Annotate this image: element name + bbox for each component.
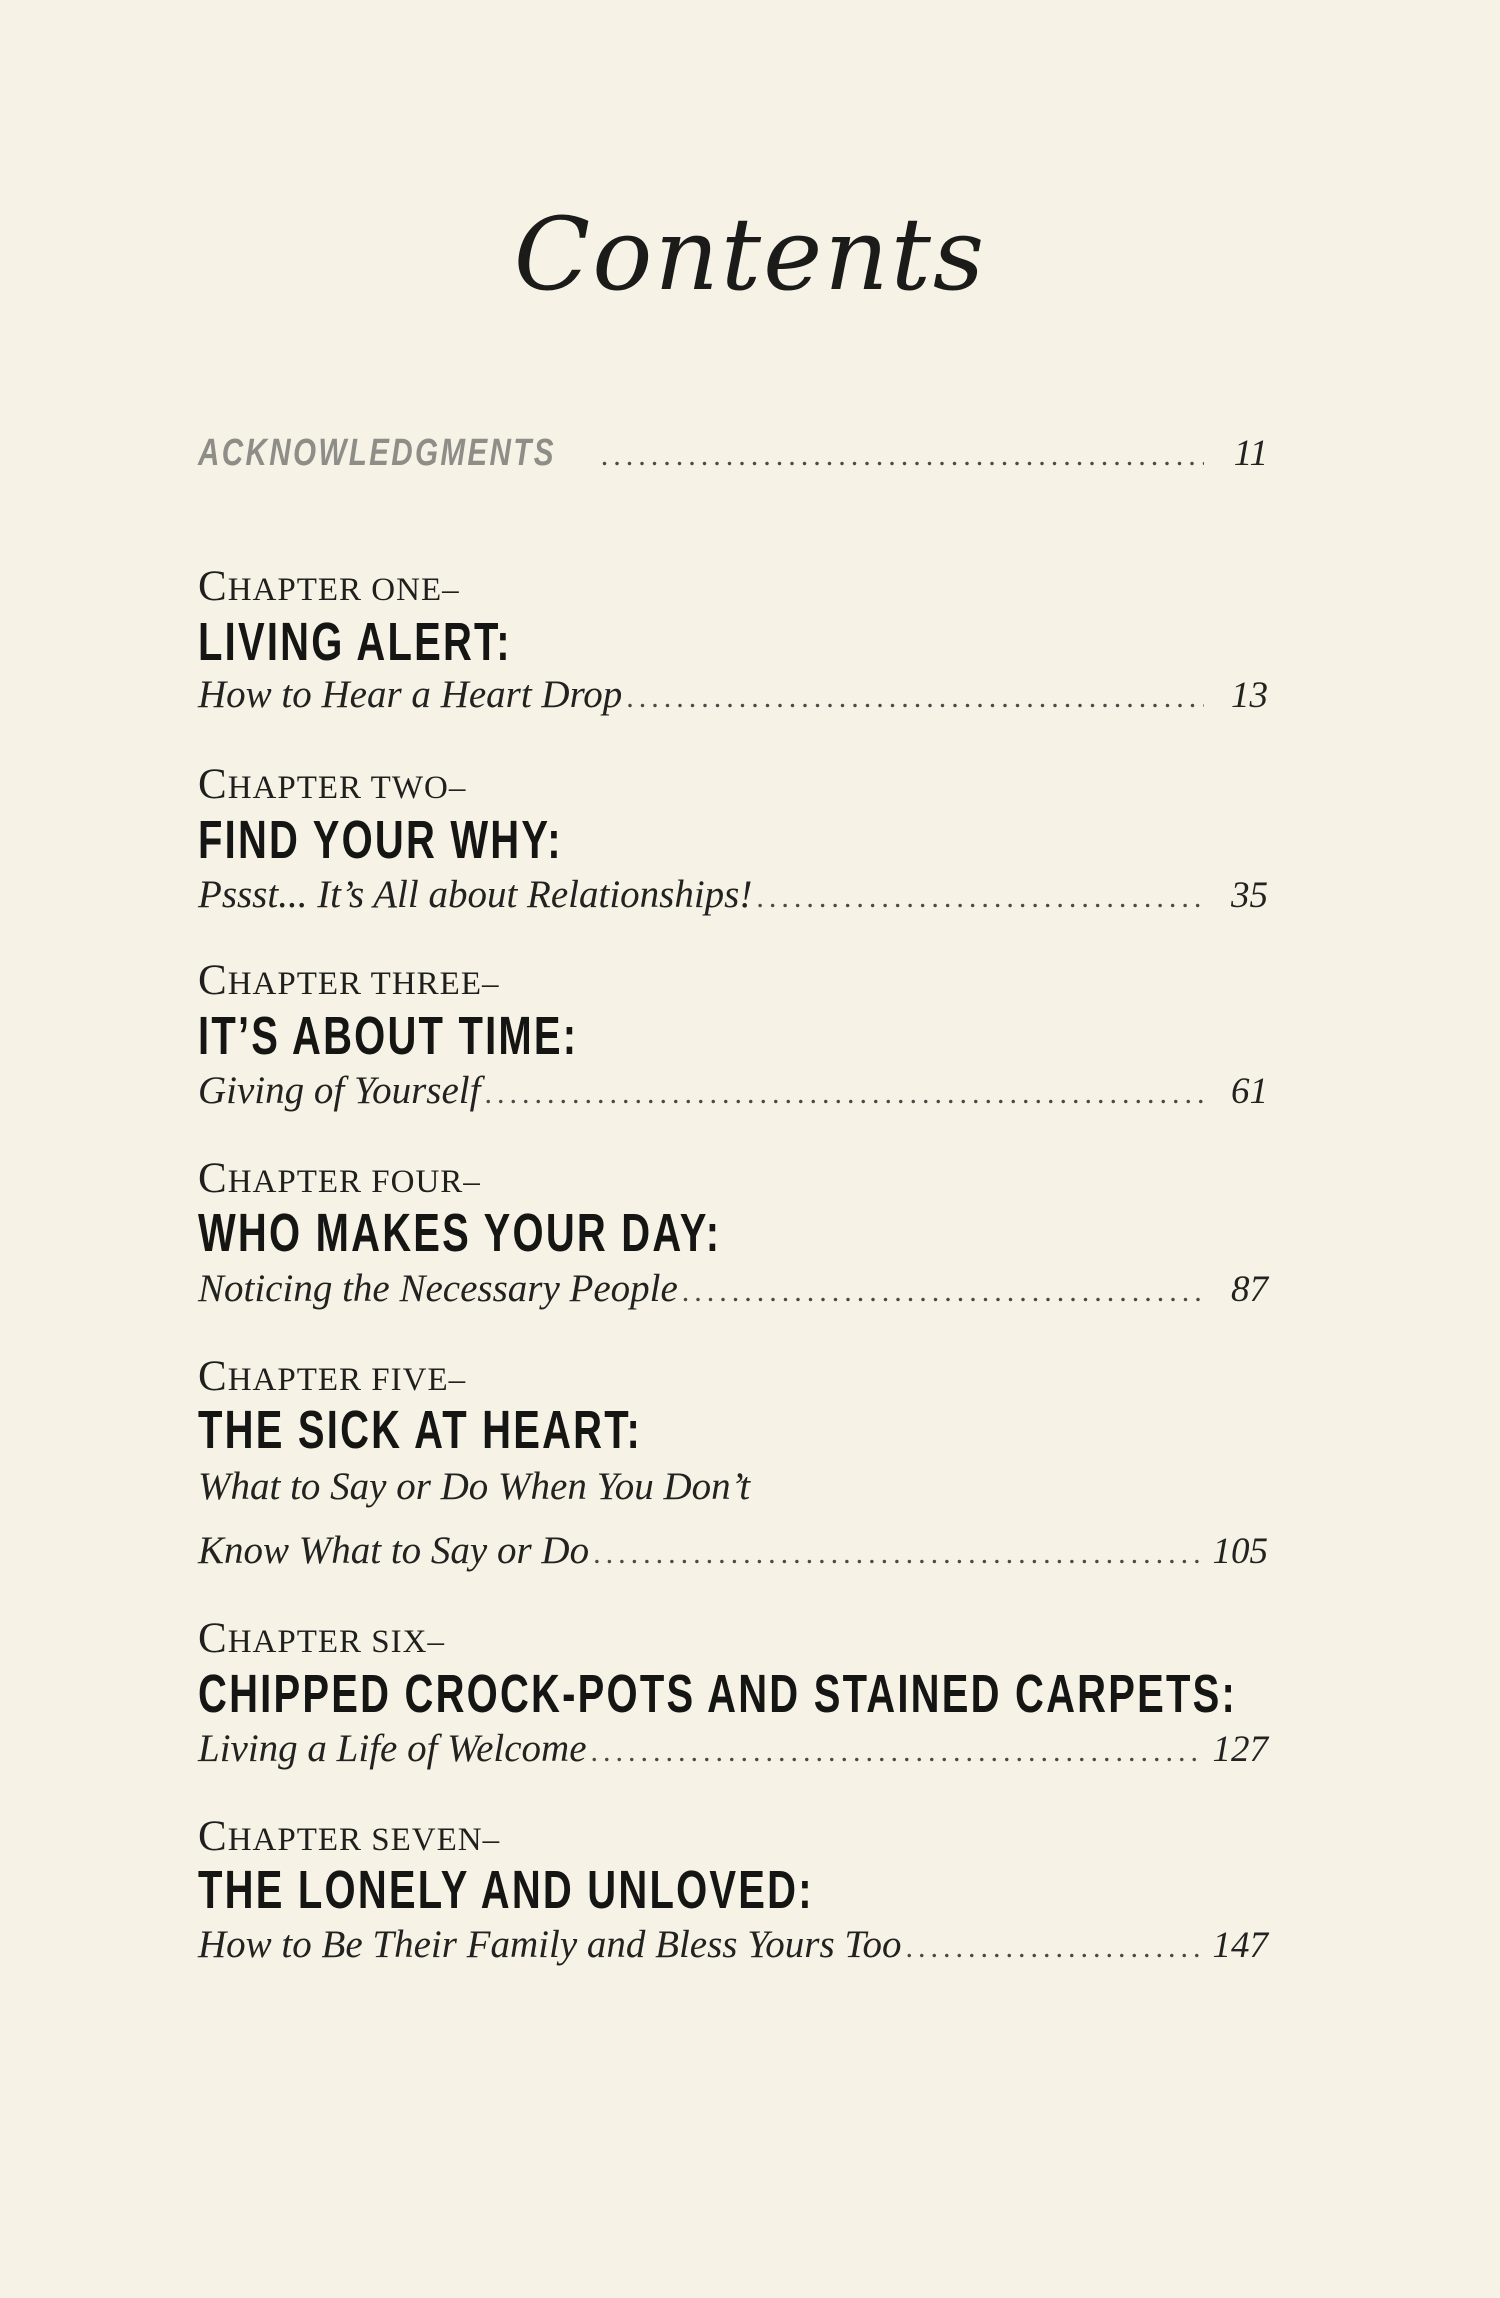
chapter-heading: IT’S ABOUT TIME: xyxy=(198,1006,579,1066)
dot-leader xyxy=(756,881,1204,915)
chapter-label: CHAPTER ONE– xyxy=(198,563,460,610)
chapter-heading: WHO MAKES YOUR DAY: xyxy=(198,1203,722,1263)
chapter-subtitle: Noticing the Necessary People xyxy=(198,1267,678,1310)
chapter-subtitle: Pssst... It’s All about Relationships! xyxy=(198,873,753,916)
toc-entry[interactable] xyxy=(198,1922,1268,1967)
chapter-subtitle: How to Be Their Family and Bless Yours Too xyxy=(198,1923,902,1966)
chapter-label: CHAPTER SEVEN– xyxy=(198,1813,501,1860)
chapter-heading: THE LONELY AND UNLOVED: xyxy=(198,1860,814,1920)
toc-entry[interactable] xyxy=(198,1068,1268,1113)
chapter-label: CHAPTER THREE– xyxy=(198,957,500,1004)
page-number: 127 xyxy=(1212,1729,1268,1770)
chapter-heading: LIVING ALERT: xyxy=(198,612,512,672)
chapter-label: CHAPTER FOUR– xyxy=(198,1155,481,1202)
page-number: 87 xyxy=(1231,1269,1268,1310)
toc-entry-acknowledgments[interactable] xyxy=(198,432,1268,475)
dot-leader xyxy=(626,681,1204,715)
page-number: 61 xyxy=(1231,1071,1268,1112)
toc-entry[interactable] xyxy=(198,1726,1268,1771)
chapter-heading: FIND YOUR WHY: xyxy=(198,810,563,870)
dot-leader xyxy=(593,1537,1204,1571)
page-number: 105 xyxy=(1212,1531,1268,1572)
dot-leader xyxy=(601,439,1204,473)
toc-entry[interactable] xyxy=(198,1528,1268,1573)
chapter-subtitle: Giving of Yourself xyxy=(198,1069,481,1112)
acknowledgments-title: ACKNOWLEDGMENTS xyxy=(198,432,556,474)
page-number: 13 xyxy=(1231,675,1268,716)
dot-leader xyxy=(682,1275,1204,1309)
dot-leader xyxy=(484,1077,1204,1111)
dot-leader xyxy=(591,1735,1204,1769)
chapter-subtitle: How to Hear a Heart Drop xyxy=(198,673,623,716)
chapter-heading: CHIPPED CROCK-POTS AND STAINED CARPETS: xyxy=(198,1664,1238,1724)
page-number: 11 xyxy=(1233,433,1268,474)
chapter-label: CHAPTER TWO– xyxy=(198,761,467,808)
page-number: 147 xyxy=(1212,1925,1268,1966)
chapter-subtitle: Know What to Say or Do xyxy=(198,1529,590,1572)
chapter-label: CHAPTER FIVE– xyxy=(198,1353,467,1400)
chapter-subtitle: Living a Life of Welcome xyxy=(198,1727,587,1770)
toc-entry[interactable] xyxy=(198,1266,1268,1311)
chapter-label: CHAPTER SIX– xyxy=(198,1615,445,1662)
page-title: Contents xyxy=(513,196,987,313)
chapter-heading: THE SICK AT HEART: xyxy=(198,1400,642,1460)
dot-leader xyxy=(906,1931,1204,1965)
page-number: 35 xyxy=(1231,875,1268,916)
toc-entry[interactable] xyxy=(198,672,1268,717)
chapter-subtitle-line: What to Say or Do When You Don’t xyxy=(198,1465,751,1508)
toc-entry[interactable] xyxy=(198,872,1268,917)
